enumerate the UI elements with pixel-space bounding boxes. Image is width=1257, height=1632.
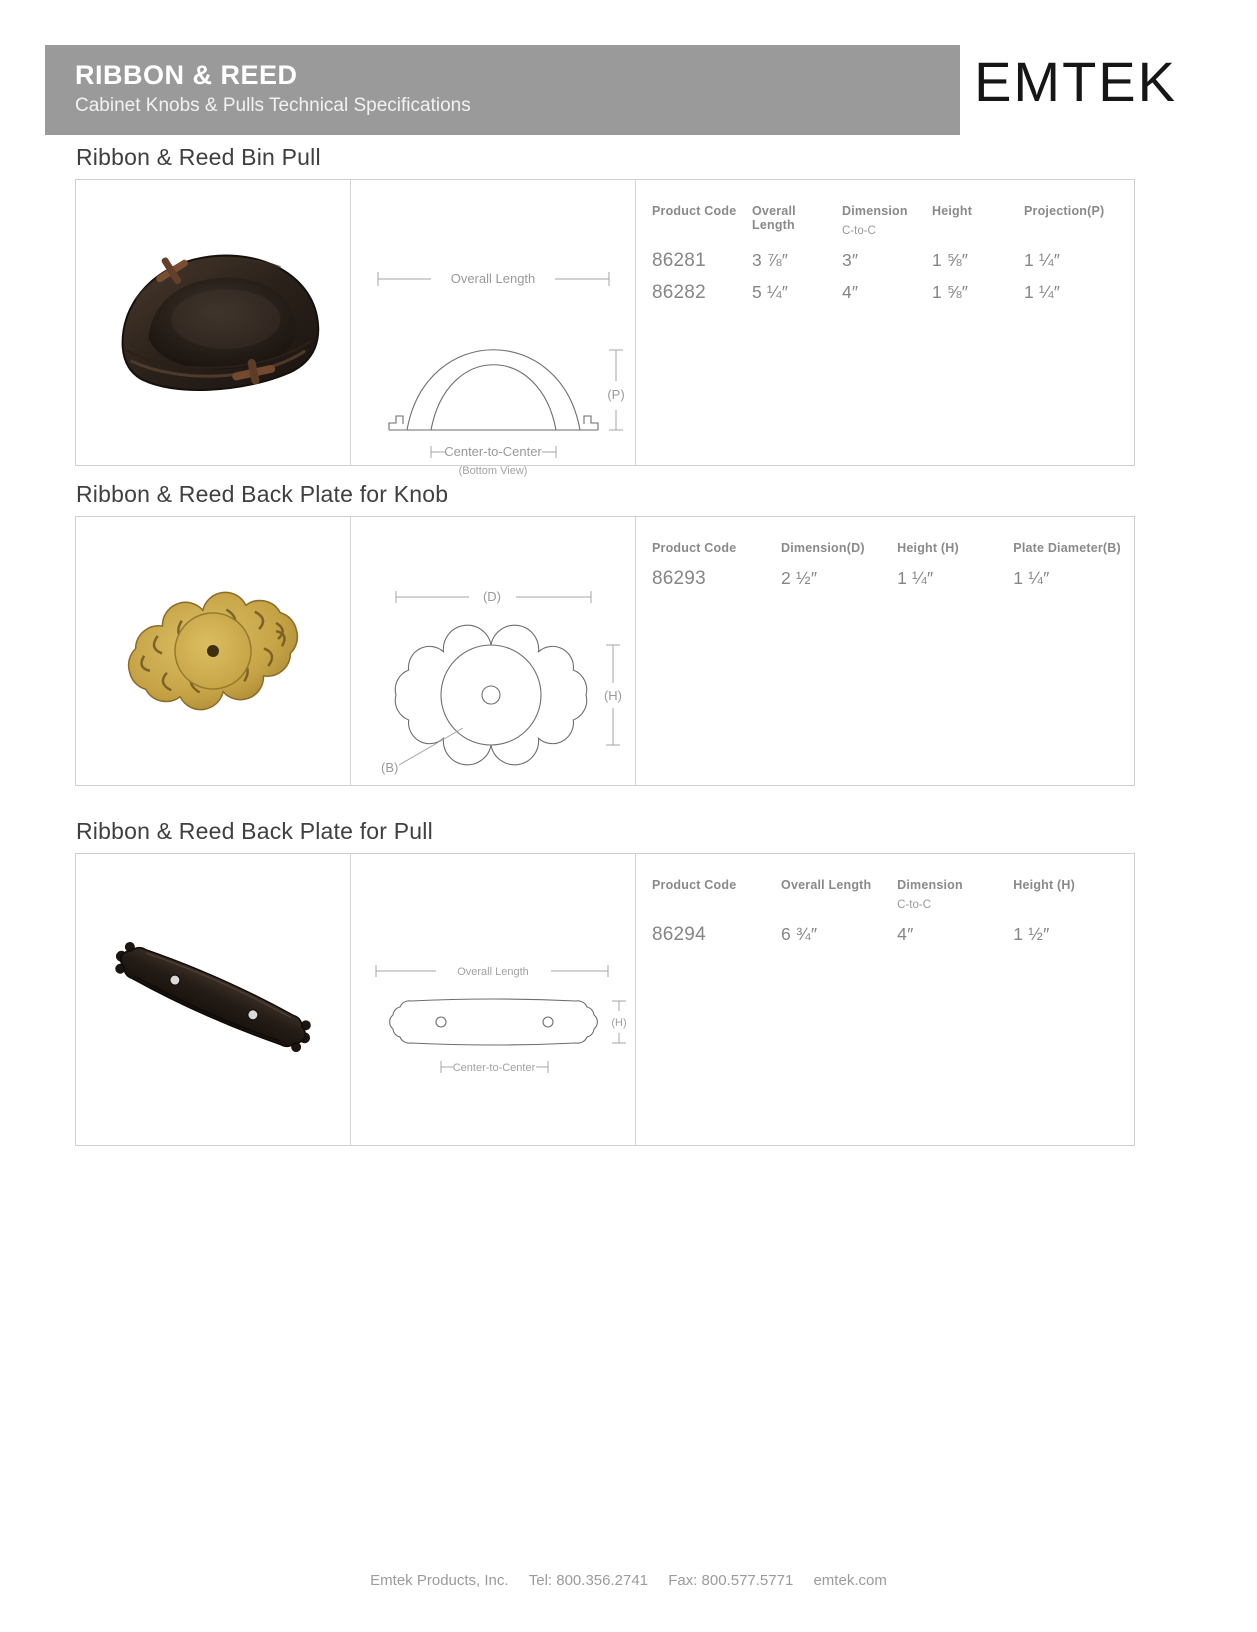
footer-tel: Tel: 800.356.2741	[528, 1572, 649, 1589]
spec-table-area	[636, 854, 1134, 1145]
bottom-view-note: (Bottom View)	[458, 465, 528, 477]
footer-company: Emtek Products, Inc.	[370, 1572, 509, 1589]
title-bar	[45, 45, 960, 135]
cup-highlight	[171, 289, 280, 349]
knob-plate-diagram	[351, 567, 636, 787]
spec-cell: 86281	[652, 250, 706, 271]
column-header: Product Code	[652, 541, 737, 555]
spec-row	[652, 279, 1132, 311]
center-to-center-label: Center-to-Center	[444, 444, 542, 459]
footer-fax: Fax: 800.577.5771	[668, 1572, 794, 1589]
product-photo-bin-pull	[76, 180, 351, 465]
product-photo-knob-plate	[76, 517, 351, 785]
column-header: Height	[932, 204, 973, 218]
pull-plate-outline	[390, 999, 598, 1045]
column-header: Dimension C-to-C	[842, 204, 908, 237]
spec-cell: 4″	[842, 282, 859, 302]
spec-cell: 2 ½″	[781, 568, 818, 588]
column-header: Height (H)	[897, 541, 959, 555]
knob-plate-body	[116, 577, 309, 725]
spec-table-area	[636, 180, 1134, 465]
spec-cell: 1 ¼″	[1013, 568, 1050, 588]
pull-plate-photo-art	[77, 897, 350, 1102]
spec-cell: 4″	[897, 924, 914, 944]
spec-cell: 1 ¼″	[1024, 250, 1061, 270]
plate-diameter-leader	[399, 728, 463, 765]
column-header: Product Code	[652, 878, 737, 892]
spec-cell: 1 ¼″	[1024, 282, 1061, 302]
column-header: Projection(P)	[1024, 204, 1105, 218]
bin-pull-diagram	[351, 248, 636, 483]
center-to-center-label: Center-to-Center	[452, 1062, 536, 1074]
header-row	[652, 878, 1132, 921]
section-heading: Ribbon & Reed Back Plate for Knob	[76, 481, 449, 507]
diameter-label: (D)	[482, 589, 502, 604]
header-row	[652, 204, 1132, 247]
emtek-logo: EMTEK	[974, 50, 1177, 113]
spec-cell: 86293	[652, 568, 706, 589]
section-bin-pull	[75, 144, 1135, 477]
bin-pull-photo-art	[77, 180, 350, 465]
section-heading: Ribbon & Reed Bin Pull	[76, 144, 321, 170]
spec-box	[75, 179, 1135, 477]
collection-title: RIBBON & REED	[75, 60, 298, 90]
knob-plate-outline	[395, 625, 586, 765]
plate-diameter-label: (B)	[381, 760, 399, 775]
spec-cell: 1 ⅝″	[932, 282, 969, 302]
pull-plate-body	[108, 936, 317, 1057]
column-header: Dimension C-to-C	[897, 878, 963, 911]
bin-pull-outline	[389, 350, 598, 430]
column-header: Height (H)	[1013, 878, 1075, 892]
spec-cell: 5 ¼″	[752, 282, 789, 302]
spec-box	[75, 516, 1135, 786]
spec-cell: 1 ½″	[1013, 924, 1050, 944]
column-header: Plate Diameter(B)	[1013, 541, 1121, 555]
spec-cell: 1 ¼″	[897, 568, 934, 588]
spec-cell: 86294	[652, 924, 706, 945]
section-back-plate-knob	[75, 481, 1135, 786]
knob-plate-photo-art	[93, 569, 333, 734]
projection-label: (P)	[607, 387, 625, 402]
height-label: (H)	[603, 688, 623, 703]
spec-row	[652, 565, 1132, 597]
spec-row	[652, 247, 1132, 279]
technical-diagram-bin-pull	[351, 180, 636, 477]
section-back-plate-pull	[75, 818, 1135, 1146]
spec-box	[75, 853, 1135, 1146]
overall-length-label: Overall Length	[450, 271, 536, 286]
spec-row	[652, 921, 1132, 953]
spec-table-area	[636, 517, 1134, 785]
height-label: (H)	[611, 1017, 627, 1029]
spec-table-knob-plate	[652, 541, 1132, 597]
doc-subtitle: Cabinet Knobs & Pulls Technical Specifications	[75, 95, 471, 117]
product-photo-pull-plate	[76, 854, 351, 1145]
column-header: Overall Length	[781, 878, 872, 892]
technical-diagram-knob-plate	[351, 517, 636, 785]
footer-website-link[interactable]: emtek.com	[813, 1572, 887, 1589]
pull-plate-diagram	[351, 949, 636, 1084]
spec-cell: 6 ¾″	[781, 924, 818, 944]
column-header: Dimension(D)	[781, 541, 865, 555]
technical-diagram-pull-plate	[351, 854, 636, 1145]
header-row	[652, 541, 1132, 565]
overall-length-label: Overall Length	[457, 966, 529, 978]
spec-cell: 3″	[842, 250, 859, 270]
spec-table-bin-pull	[652, 204, 1132, 311]
spec-cell: 1 ⅝″	[932, 250, 969, 270]
column-header: Product Code	[652, 204, 737, 218]
spec-cell: 3 ⅞″	[752, 250, 789, 270]
spec-cell: 86282	[652, 282, 706, 303]
section-heading: Ribbon & Reed Back Plate for Pull	[76, 818, 433, 844]
page-footer	[0, 1572, 1257, 1589]
column-header: Overall Length	[752, 204, 796, 232]
spec-table-pull-plate	[652, 878, 1132, 953]
